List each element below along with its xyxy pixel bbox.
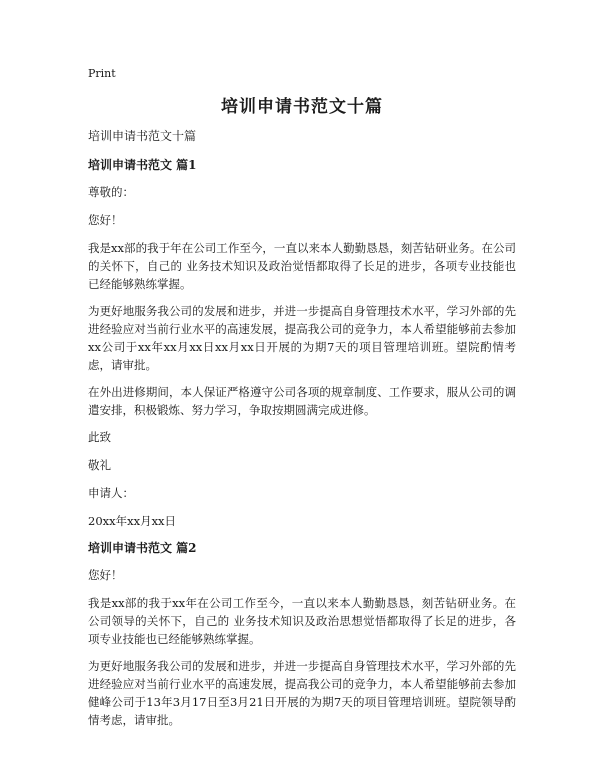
section-heading: 培训申请书范文 篇2 [88,541,197,555]
document-title: 培训申请书范文十篇 [221,97,383,117]
document-page [88,66,516,738]
paragraph: 在外出进修期间，本人保证严格遵守公司各项的规章制度、工作要求，服从公司的调遣安排，积极锻炼、努力学习，争取按期圆满完成进修。 [88,385,516,417]
paragraph: 我是xx部的我于xx年在公司工作至今，一直以来本人勤勤恳恳，刻苦钻研业务。在公司领导的关怀下，自己的 业务技术知识及政治思想觉悟都取得了长足的进步，各项专业技能也已经能够熟练掌握。 [88,596,516,646]
paragraph: 为更好地服务我公司的发展和进步，并进一步提高自身管理技术水平，学习外部的先进经验应对当前行业水平的高速发展，提高我公司的竞争力，本人希望能够前去参加xx公司于xx年xx月xx日xx月xx日开展的为期7天的项目管理培训班。望院酌情考虑，请审批。 [88,304,516,372]
section-1 [88,157,516,530]
date-line: 20xx年xx月xx日 [88,514,177,528]
closing-line: 敬礼 [88,458,111,472]
applicant-line: 申请人： [88,486,134,500]
section-heading: 培训申请书范文 篇1 [88,158,197,172]
closing-line: 此致 [88,430,111,444]
section-2 [88,540,516,729]
paragraph: 为更好地服务我公司的发展和进步，并进一步提高自身管理技术水平，学习外部的先进经验应对当前行业水平的高速发展，提高我公司的竞争力，本人希望能够前去参加健峰公司于13年3月17日至3月21日开展的为期7天的项目管理培训班。望院领导酌情考虑，请审批。 [88,659,516,727]
print-link[interactable]: Print [88,67,116,80]
document-subtitle: 培训申请书范文十篇 [88,129,197,143]
greeting: 您好！ [88,213,123,227]
greeting: 您好！ [88,568,123,582]
paragraph: 我是xx部的我于年在公司工作至今，一直以来本人勤勤恳恳，刻苦钻研业务。在公司的关怀下，自己的 业务技术知识及政治觉悟都取得了长足的进步，各项专业技能也已经能够熟练掌握。 [88,241,516,291]
salutation: 尊敬的： [88,185,134,199]
